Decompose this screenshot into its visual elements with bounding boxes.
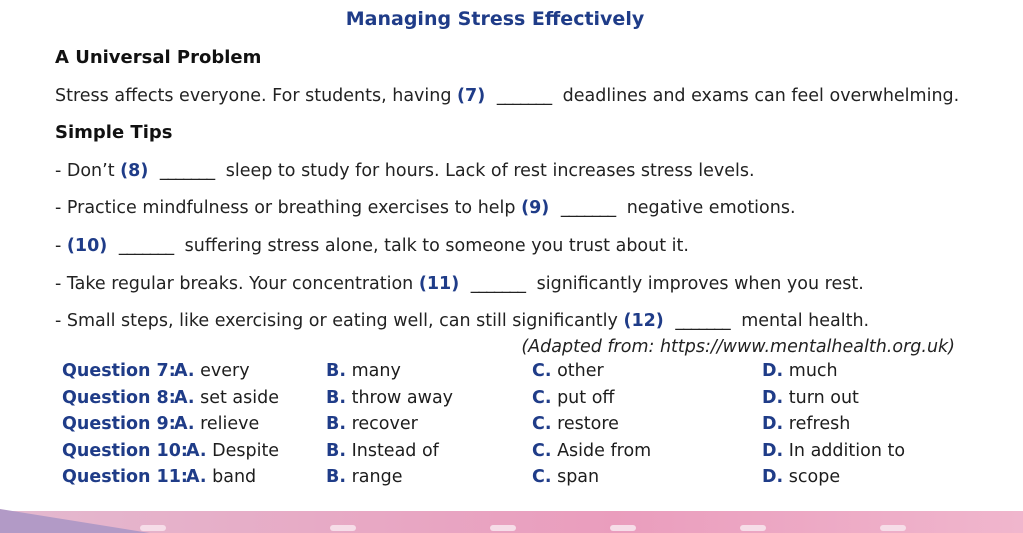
- text-before: - Don’t: [55, 161, 115, 181]
- text-after: sleep to study for hours. Lack of rest increases stress levels.: [225, 161, 755, 181]
- option-letter: A.: [174, 414, 195, 434]
- option-letter: B.: [326, 467, 346, 487]
- option-text: other: [557, 361, 604, 381]
- option-letter: C.: [532, 414, 552, 434]
- option-letter: D.: [762, 467, 784, 487]
- option-letter: A.: [174, 387, 195, 408]
- option-c[interactable]: [532, 414, 619, 434]
- text-after: significantly improves when you rest.: [536, 274, 864, 294]
- option-text: recover: [351, 414, 418, 434]
- gap-blank-7: _______: [496, 86, 552, 106]
- option-letter: D.: [762, 387, 784, 408]
- gap-number-7: (7): [457, 86, 486, 106]
- text-before: -: [55, 236, 62, 256]
- band-dot: [330, 525, 356, 531]
- section-heading-simple-tips: Simple Tips: [55, 122, 173, 143]
- option-text: band: [212, 467, 257, 487]
- option-text: Instead of: [351, 440, 439, 461]
- text-after: negative emotions.: [626, 198, 796, 218]
- band-dot: [610, 525, 636, 531]
- source-citation: (Adapted from: https://www.mentalhealth.org.uk): [521, 337, 955, 357]
- option-text: span: [557, 467, 600, 487]
- text-after: deadlines and exams can feel overwhelming.: [562, 86, 960, 106]
- option-d[interactable]: [762, 414, 850, 434]
- option-text: every: [200, 361, 250, 381]
- option-letter: D.: [762, 414, 784, 434]
- option-letter: B.: [326, 387, 346, 408]
- option-text: relieve: [200, 414, 260, 434]
- question-label: Question 8:: [62, 387, 176, 408]
- text-after: suffering stress alone, talk to someone you trust about it.: [184, 236, 689, 256]
- option-letter: A.: [174, 361, 195, 381]
- option-text: set aside: [200, 387, 279, 408]
- band-dot: [490, 525, 516, 531]
- text-before: - Small steps, like exercising or eating well, can still significantly: [55, 311, 618, 331]
- question-label: Question 9:: [62, 414, 176, 434]
- gap-number-12: (12): [623, 311, 664, 331]
- option-text: refresh: [788, 414, 851, 434]
- option-text: put off: [557, 387, 615, 408]
- option-c[interactable]: [532, 361, 604, 381]
- gap-blank-8: _______: [159, 161, 215, 181]
- gap-number-11: (11): [418, 274, 460, 294]
- band-dot: [740, 525, 766, 531]
- question-label: Question 11:: [62, 467, 188, 487]
- band-dot: [880, 525, 906, 531]
- option-a[interactable]: [174, 388, 279, 408]
- option-letter: C.: [532, 361, 552, 381]
- option-letter: C.: [532, 387, 552, 408]
- gap-blank-10: _______: [118, 236, 174, 256]
- tip-line-8: [55, 161, 755, 181]
- option-text: scope: [788, 467, 841, 487]
- footer-corner-decoration: [0, 509, 150, 533]
- option-d[interactable]: [762, 361, 838, 381]
- option-text: In addition to: [788, 440, 906, 461]
- option-text: restore: [557, 414, 619, 434]
- option-letter: A.: [186, 467, 207, 487]
- question-label: Question 10:: [62, 440, 188, 461]
- option-b[interactable]: [326, 388, 453, 408]
- text-before: - Take regular breaks. Your concentration: [55, 274, 414, 294]
- option-b[interactable]: [326, 361, 401, 381]
- option-letter: B.: [326, 440, 346, 461]
- option-c[interactable]: [532, 441, 651, 461]
- option-text: much: [788, 361, 838, 381]
- option-letter: D.: [762, 361, 784, 381]
- gap-number-8: (8): [120, 161, 149, 181]
- option-a[interactable]: [174, 361, 250, 381]
- text-before: Stress affects everyone. For students, having: [55, 86, 452, 106]
- paragraph-line-7: [55, 86, 959, 106]
- option-letter: A.: [186, 440, 207, 461]
- option-b[interactable]: [326, 441, 439, 461]
- option-letter: B.: [326, 414, 346, 434]
- option-letter: B.: [326, 361, 346, 381]
- question-label: Question 7:: [62, 361, 176, 381]
- option-text: many: [351, 361, 401, 381]
- option-letter: D.: [762, 440, 784, 461]
- option-a[interactable]: [186, 441, 279, 461]
- gap-number-10: (10): [66, 236, 108, 256]
- option-d[interactable]: [762, 441, 905, 461]
- footer-band: [0, 511, 1023, 533]
- option-d[interactable]: [762, 388, 859, 408]
- gap-blank-9: _______: [560, 198, 616, 218]
- option-c[interactable]: [532, 388, 614, 408]
- option-c[interactable]: [532, 467, 599, 487]
- option-text: Despite: [212, 440, 280, 461]
- tip-line-12: [55, 311, 869, 331]
- option-b[interactable]: [326, 414, 418, 434]
- tip-line-11: [55, 274, 864, 294]
- tip-line-9: [55, 198, 796, 218]
- option-text: throw away: [351, 387, 454, 408]
- option-text: range: [351, 467, 403, 487]
- option-a[interactable]: [186, 467, 256, 487]
- option-text: turn out: [788, 387, 859, 408]
- gap-blank-12: _______: [675, 311, 730, 331]
- tip-line-10: [55, 236, 689, 256]
- gap-blank-11: _______: [470, 274, 526, 294]
- option-b[interactable]: [326, 467, 402, 487]
- option-letter: C.: [532, 440, 552, 461]
- text-after: mental health.: [741, 311, 870, 331]
- option-d[interactable]: [762, 467, 840, 487]
- option-text: Aside from: [557, 440, 652, 461]
- option-letter: C.: [532, 467, 552, 487]
- section-heading-universal-problem: A Universal Problem: [55, 47, 262, 68]
- option-a[interactable]: [174, 414, 259, 434]
- text-before: - Practice mindfulness or breathing exercises to help: [55, 198, 516, 218]
- gap-number-9: (9): [521, 198, 550, 218]
- page-title: Managing Stress Effectively: [345, 8, 645, 30]
